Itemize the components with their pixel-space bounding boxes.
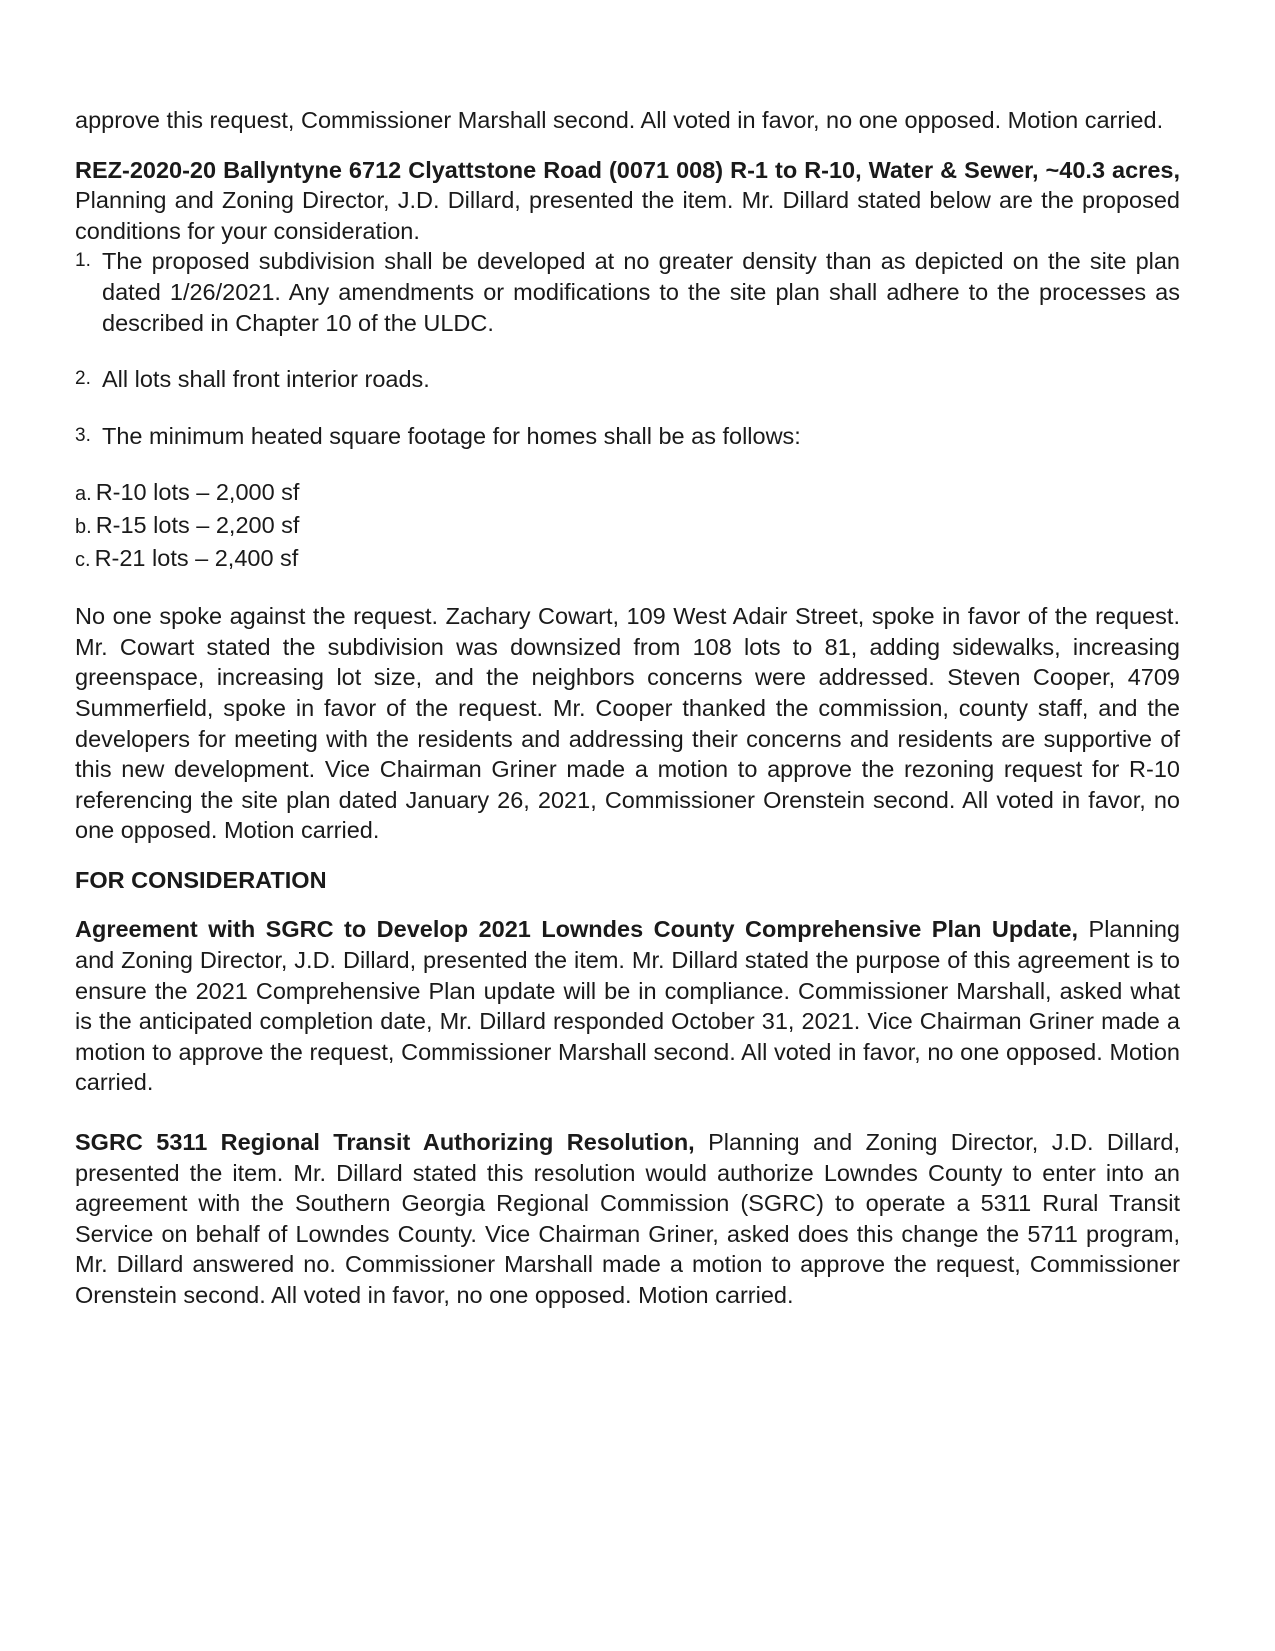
rez-paragraph [75, 155, 1180, 247]
sub-condition-text: R-15 lots – 2,200 sf [95, 511, 300, 538]
sub-condition-text: R-21 lots – 2,400 sf [94, 544, 299, 571]
condition-marker: 3. [75, 424, 91, 446]
transit-title: SGRC 5311 Regional Transit Authorizing Resolution, [75, 1129, 695, 1156]
transit-text: Planning and Zoning Director, J.D. Dillard, presented the item. Mr. Dillard stated this resolution would authorize Lowndes County to enter into an agreement with the Southern Georgia Regional Commission (SGRC) to operate a 5311 Rural Transit Service on behalf of Lowndes County. Vice Chairman Griner, asked does this change the 5711 program, Mr. Dillard answered no. Commissioner Marshall made a motion to approve the request, Commissioner Orenstein second. All voted in favor, no one opposed. Motion carried. [75, 1129, 1180, 1308]
sub-condition-item [75, 477, 1180, 510]
sub-condition-item [75, 543, 1180, 576]
sub-condition-marker: a. [75, 483, 92, 506]
condition-item [75, 421, 1180, 452]
sub-condition-marker: c. [75, 548, 91, 571]
condition-marker: 2. [75, 368, 91, 390]
agreement-title: Agreement with SGRC to Develop 2021 Lowndes County Comprehensive Plan Update, [75, 916, 1079, 943]
agreement-paragraph [75, 914, 1180, 1098]
condition-item [75, 364, 1180, 395]
condition-text: All lots shall front interior roads. [102, 366, 430, 393]
section-heading: FOR CONSIDERATION [75, 866, 327, 893]
rez-title: REZ-2020-20 Ballyntyne 6712 Clyattstone Road (0071 008) R-1 to R-10, Water & Sewer, ~40.3 acres, [75, 156, 1180, 183]
rez-text: Planning and Zoning Director, J.D. Dillard, presented the item. Mr. Dillard stated below are the proposed conditions for your consideration. [75, 187, 1180, 244]
condition-text: The minimum heated square footage for homes shall be as follows: [102, 422, 801, 449]
condition-text: The proposed subdivision shall be developed at no greater density than as depicted on the site plan dated 1/26/2021. Any amendments or modifications to the site plan shall adhere to the processes as described in Chapter 10 of the ULDC. [102, 248, 1180, 336]
intro-paragraph: approve this request, Commissioner Marshall second. All voted in favor, no one opposed. Motion carried. [75, 107, 1164, 133]
sub-condition-marker: b. [75, 515, 92, 538]
sub-condition-text: R-10 lots – 2,000 sf [95, 479, 300, 506]
transit-paragraph [75, 1127, 1180, 1311]
agreement-text: Planning and Zoning Director, J.D. Dillard, presented the item. Mr. Dillard stated the purpose of this agreement is to ensure the 2021 Comprehensive Plan update will be in compliance. Commissioner Marshall, asked what is the anticipated completion date, Mr. Dillard responded October 31, 2021. Vice Chairman Griner made a motion to approve the request, Commissioner Marshall second. All voted in favor, no one opposed. Motion carried. [75, 916, 1180, 1096]
minutes-page [75, 105, 1180, 1311]
conditions-list [75, 246, 1180, 451]
sub-condition-item [75, 510, 1180, 543]
sub-conditions-list [75, 477, 1180, 575]
condition-marker: 1. [75, 250, 91, 272]
condition-item [75, 246, 1180, 338]
rez-discussion-paragraph: No one spoke against the request. Zachary Cowart, 109 West Adair Street, spoke in favor of the request. Mr. Cowart stated the subdivision was downsized from 108 lots to 81, adding sidewalks, increasing greenspace, increasing lot size, and the neighbors concerns were addressed. Steven Cooper, 4709 Summerfield, spoke in favor of the request. Mr. Cooper thanked the commission, county staff, and the developers for meeting with the residents and addressing their concerns and residents are supportive of this new development. Vice Chairman Griner made a motion to approve the rezoning request for R-10 referencing the site plan dated January 26, 2021, Commissioner Orenstein second. All voted in favor, no one opposed. Motion carried. [75, 603, 1180, 844]
